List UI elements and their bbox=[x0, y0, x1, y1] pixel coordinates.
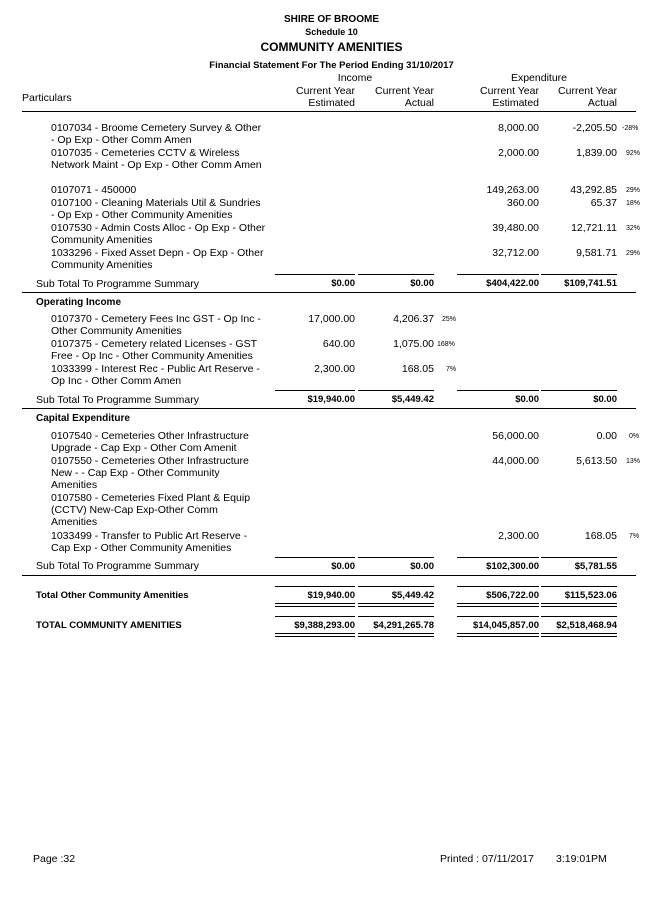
table-row-desc: 0107375 - Cemetery related Licenses - GST Free - Op Inc - Other Community Amenities bbox=[51, 338, 257, 363]
exp-act-value: 43,292.85 bbox=[570, 184, 617, 196]
exp-est-header-2: Estimated bbox=[492, 97, 539, 109]
statement-period: Financial Statement For The Period Ending 31/10/2017 bbox=[209, 60, 454, 71]
rule bbox=[275, 274, 355, 275]
subtotal-label: Sub Total To Programme Summary bbox=[36, 278, 200, 290]
inc-act-header-1: Current Year bbox=[375, 85, 434, 97]
double-rule bbox=[457, 603, 539, 607]
section-rule bbox=[22, 408, 636, 409]
header-rule bbox=[22, 111, 636, 112]
rule bbox=[358, 390, 434, 391]
inc-est-header-1: Current Year bbox=[296, 85, 355, 97]
exp-est-header-1: Current Year bbox=[480, 85, 539, 97]
exp-act-value: 12,721.11 bbox=[571, 222, 617, 234]
exp-est-value: 360.00 bbox=[506, 197, 539, 209]
org-name: SHIRE OF BROOME bbox=[283, 14, 379, 25]
rule bbox=[358, 274, 434, 275]
rule bbox=[457, 557, 539, 558]
exp-est-value: 149,263.00 bbox=[486, 184, 539, 196]
grand-total-exp-est: $14,045,857.00 bbox=[472, 620, 539, 631]
subtotal-inc-est: $0.00 bbox=[331, 278, 355, 289]
table-row-desc: 0107035 - Cemeteries CCTV & Wireless Network Maint - Op Exp - Other Comm Amen bbox=[51, 147, 262, 172]
table-row-desc: 1033296 - Fixed Asset Depn - Op Exp - Other Community Amenities bbox=[51, 247, 264, 272]
page-number: Page :32 bbox=[33, 853, 76, 865]
grand-total-label: TOTAL COMMUNITY AMENITIES bbox=[36, 620, 182, 631]
double-rule bbox=[358, 633, 434, 637]
subtotal-exp-est: $0.00 bbox=[515, 394, 539, 405]
inc-est-value: 2,300.00 bbox=[314, 363, 355, 375]
table-row-desc: 0107550 - Cemeteries Other Infrastructure New - - Cap Exp - Other Community Amenities bbox=[51, 455, 249, 492]
grand-total-inc-est: $9,388,293.00 bbox=[294, 620, 355, 631]
exp-est-value: 2,000.00 bbox=[498, 147, 539, 159]
table-row-desc: 0107580 - Cemeteries Fixed Plant & Equip (CCTV) New-Cap Exp-Other Comm Amenities bbox=[51, 492, 251, 529]
inc-act-value: 168.05 bbox=[401, 363, 434, 375]
subtotal-inc-act: $0.00 bbox=[410, 278, 434, 289]
total-other-inc-est: $19,940.00 bbox=[307, 590, 355, 601]
exp-pct: 18% bbox=[626, 200, 641, 207]
exp-est-value: 8,000.00 bbox=[498, 122, 539, 134]
exp-act-value: -2,205.50 bbox=[572, 122, 617, 134]
rule bbox=[457, 586, 539, 587]
rule bbox=[457, 274, 539, 275]
rule bbox=[541, 274, 617, 275]
total-other-exp-est: $506,722.00 bbox=[486, 590, 539, 601]
rule bbox=[358, 586, 434, 587]
printed-date: Printed : 07/11/2017 bbox=[440, 853, 534, 865]
inc-act-value: 1,075.00 bbox=[393, 338, 434, 350]
double-rule bbox=[275, 633, 355, 637]
subtotal-exp-est: $102,300.00 bbox=[486, 561, 539, 572]
exp-act-value: 0.00 bbox=[596, 430, 617, 442]
total-other-inc-act: $5,449.42 bbox=[391, 590, 434, 601]
subtotal-exp-est: $404,422.00 bbox=[486, 278, 539, 289]
inc-act-value: 4,206.37 bbox=[393, 313, 434, 325]
rule bbox=[275, 586, 355, 587]
table-row-desc: 0107540 - Cemeteries Other Infrastructure Upgrade - Cap Exp - Other Com Amenit bbox=[51, 430, 249, 455]
subtotal-inc-act: $5,449.42 bbox=[391, 394, 434, 405]
exp-pct: 92% bbox=[626, 150, 641, 157]
rule bbox=[457, 390, 539, 391]
exp-est-value: 39,480.00 bbox=[492, 222, 539, 234]
subtotal-exp-act: $5,781.55 bbox=[574, 561, 617, 572]
rule bbox=[541, 557, 617, 558]
inc-pct: 168% bbox=[437, 341, 455, 348]
exp-est-value: 2,300.00 bbox=[498, 530, 539, 542]
rule bbox=[275, 557, 355, 558]
double-rule bbox=[358, 603, 434, 607]
subtotal-label: Sub Total To Programme Summary bbox=[36, 394, 200, 406]
particulars-header: Particulars bbox=[22, 92, 72, 104]
exp-act-header-2: Actual bbox=[587, 97, 617, 109]
rule bbox=[457, 616, 539, 617]
total-other-label: Total Other Community Amenities bbox=[36, 590, 189, 601]
table-row-desc: 0107100 - Cleaning Materials Util & Sundries - Op Exp - Other Community Amenities bbox=[51, 197, 261, 222]
exp-act-value: 5,613.50 bbox=[576, 455, 617, 467]
subtotal-label: Sub Total To Programme Summary bbox=[36, 560, 200, 572]
exp-pct: 7% bbox=[629, 533, 640, 540]
exp-est-value: 32,712.00 bbox=[492, 247, 539, 259]
expenditure-header: Expenditure bbox=[510, 72, 568, 84]
section-title-operating-income: Operating Income bbox=[36, 297, 122, 308]
total-other-exp-act: $115,523.06 bbox=[564, 590, 617, 601]
grand-total-exp-act: $2,518,468.94 bbox=[556, 620, 617, 631]
exp-act-value: 9,581.71 bbox=[576, 247, 617, 259]
double-rule bbox=[541, 603, 617, 607]
table-row-desc: 1033399 - Interest Rec - Public Art Reserve - Op Inc - Other Comm Amen bbox=[51, 363, 260, 388]
rule bbox=[275, 390, 355, 391]
subtotal-exp-act: $109,741.51 bbox=[564, 278, 617, 289]
grand-total-inc-act: $4,291,265.78 bbox=[373, 620, 434, 631]
inc-est-value: 17,000.00 bbox=[308, 313, 355, 325]
section-rule bbox=[22, 292, 636, 293]
income-header: Income bbox=[337, 72, 373, 84]
table-row-desc: 0107071 - 450000 bbox=[51, 184, 137, 196]
double-rule bbox=[457, 633, 539, 637]
page-title: COMMUNITY AMENITIES bbox=[260, 40, 403, 54]
inc-est-value: 640.00 bbox=[322, 338, 355, 350]
inc-act-header-2: Actual bbox=[404, 97, 434, 109]
inc-est-header-2: Estimated bbox=[308, 97, 355, 109]
section-title-capital-expenditure: Capital Expenditure bbox=[36, 413, 130, 424]
table-row-desc: 0107034 - Broome Cemetery Survey & Other - Op Exp - Other Comm Amen bbox=[51, 122, 262, 147]
exp-pct: 29% bbox=[626, 187, 641, 194]
table-row-desc: 1033499 - Transfer to Public Art Reserve - Cap Exp - Other Community Amenities bbox=[51, 530, 248, 555]
exp-act-value: 1,839.00 bbox=[576, 147, 617, 159]
rule bbox=[358, 557, 434, 558]
subtotal-exp-act: $0.00 bbox=[593, 394, 617, 405]
exp-pct: -28% bbox=[622, 125, 639, 132]
exp-est-value: 56,000.00 bbox=[492, 430, 539, 442]
exp-pct: 13% bbox=[626, 458, 641, 465]
subtotal-inc-est: $19,940.00 bbox=[307, 394, 355, 405]
printed-time: 3:19:01PM bbox=[556, 853, 607, 865]
exp-est-value: 44,000.00 bbox=[492, 455, 539, 467]
table-row-desc: 0107370 - Cemetery Fees Inc GST - Op Inc - Other Community Amenities bbox=[51, 313, 261, 338]
exp-act-header-1: Current Year bbox=[558, 85, 617, 97]
inc-pct: 25% bbox=[442, 316, 457, 323]
exp-act-value: 168.05 bbox=[584, 530, 617, 542]
schedule-label: Schedule 10 bbox=[305, 27, 358, 37]
rule bbox=[541, 390, 617, 391]
inc-pct: 7% bbox=[446, 366, 457, 373]
rule bbox=[541, 616, 617, 617]
exp-act-value: 65.37 bbox=[590, 197, 617, 209]
exp-pct: 29% bbox=[626, 250, 641, 257]
subtotal-inc-act: $0.00 bbox=[410, 561, 434, 572]
subtotal-inc-est: $0.00 bbox=[331, 561, 355, 572]
double-rule bbox=[541, 633, 617, 637]
rule bbox=[541, 586, 617, 587]
exp-pct: 0% bbox=[629, 433, 640, 440]
double-rule bbox=[275, 603, 355, 607]
section-rule bbox=[22, 575, 636, 576]
table-row-desc: 0107530 - Admin Costs Alloc - Op Exp - Other Community Amenities bbox=[51, 222, 266, 247]
exp-pct: 32% bbox=[626, 225, 641, 232]
rule bbox=[358, 616, 434, 617]
rule bbox=[275, 616, 355, 617]
